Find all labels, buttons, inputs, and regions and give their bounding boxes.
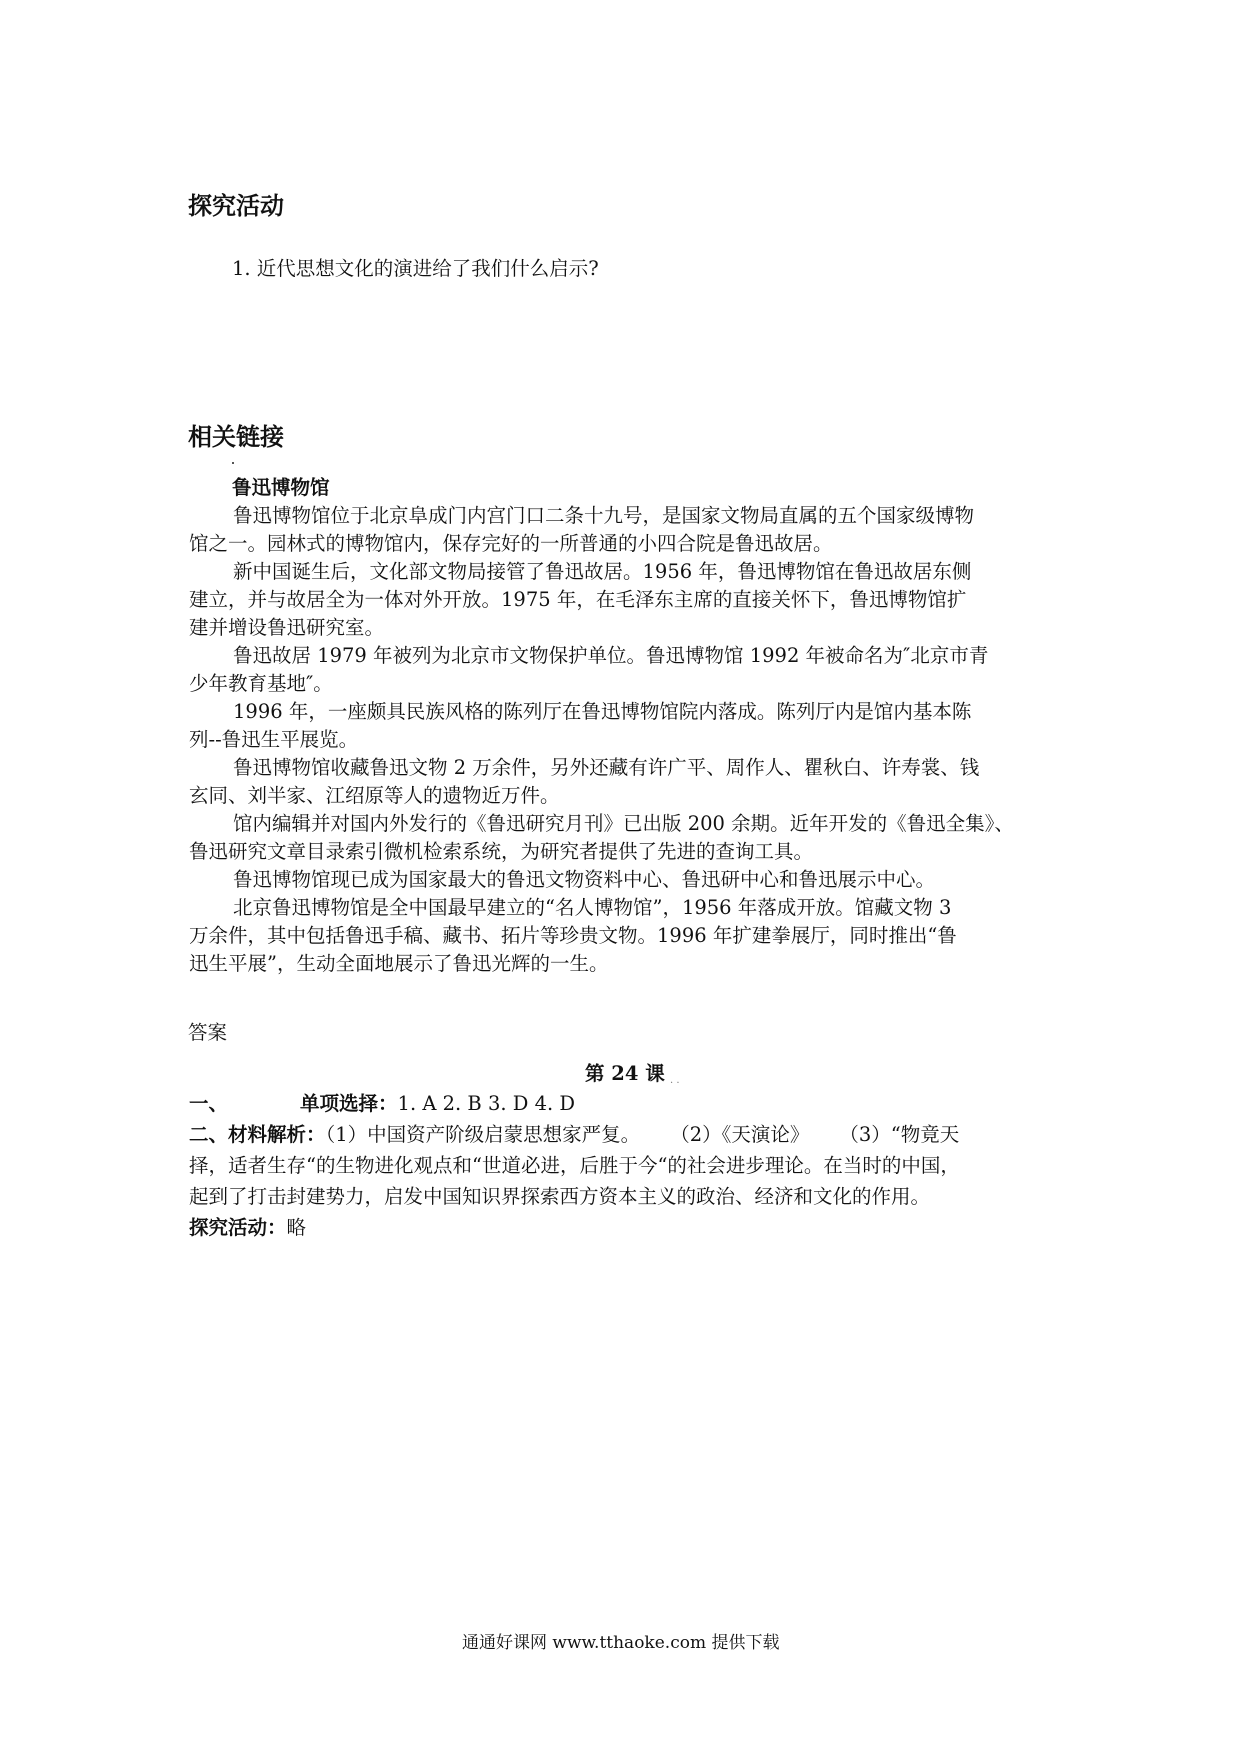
answer-block [189,1090,1069,1245]
paragraph [189,810,1069,866]
paragraph [189,558,1069,642]
paragraph-line: 鲁迅博物馆位于北京阜成门内宫门口二条十九号，是国家文物局直属的五个国家级博物 [233,504,975,527]
paragraph-line: 馆内编辑并对国内外发行的《鲁迅研究月刊》已出版 200 余期。近年开发的《鲁迅全集》、 [233,812,1014,835]
material-answer-line [189,1121,1069,1152]
paragraph-line: 北京鲁迅博物馆是全中国最早建立的“名人博物馆”，1956 年落成开放。馆藏文物 3 [233,896,952,919]
material-label: 二、材料解析： [189,1123,326,1146]
lesson-title: 第 24 课 [585,1062,665,1085]
decorative-dots: . . [670,1075,680,1086]
activity-answer-label: 探究活动： [189,1216,287,1239]
paragraph-line: 建立，并与故居全为一体对外开放。1975 年，在毛泽东主席的直接关怀下，鲁迅博物馆扩 [189,588,967,611]
paragraph-line: 万余件，其中包括鲁迅手稿、藏书、拓片等珍贵文物。1996 年扩建拳展厅，同时推出“鲁 [189,924,957,947]
activity-question: 1. 近代思想文化的演进给了我们什么启示? [232,257,599,280]
paragraph [189,754,1069,810]
museum-subtitle: 鲁迅博物馆 [232,476,330,499]
decorative-dot [232,462,234,464]
material-part3: （3）“物竟天 [839,1123,960,1146]
material-answer-line-2: 择，适者生存“的生物进化观点和“世道必进，后胜于今“的社会进步理论。在当时的中国， [189,1154,960,1177]
museum-article [189,502,1069,978]
paragraph-line: 建并增设鲁迅研究室。 [189,616,385,639]
paragraph [189,642,1069,698]
mc-values: 1. A 2. B 3. D 4. D [397,1092,576,1115]
mc-number: 一、 [189,1092,229,1115]
paragraph-line: 鲁迅博物馆收藏鲁迅文物 2 万余件，另外还藏有许广平、周作人、瞿秋白、许寿裳、钱 [233,756,980,779]
paragraph-line: 鲁迅研究文章目录索引微机检索系统，为研究者提供了先进的查询工具。 [189,840,814,863]
activity-answer-value: 略 [286,1216,307,1239]
activity-heading: 探究活动 [188,192,284,220]
paragraph [189,894,1069,978]
paragraph [189,698,1069,754]
paragraph-line: 新中国诞生后，文化部文物局接管了鲁迅故居。1956 年，鲁迅博物馆在鲁迅故居东侧 [233,560,972,583]
paragraph-line: 鲁迅博物馆现已成为国家最大的鲁迅文物资料中心、鲁迅研中心和鲁迅展示中心。 [233,868,936,891]
paragraph-line: 迅生平展”，生动全面地展示了鲁迅光辉的一生。 [189,952,609,975]
paragraph-line: 列--鲁迅生平展览。 [189,728,359,751]
mc-answer-line [189,1090,1069,1121]
paragraph-line: 1996 年，一座颇具民族风格的陈列厅在鲁迅博物馆院内落成。陈列厅内是馆内基本陈 [233,700,972,723]
paragraph-line: 馆之一。园林式的博物馆内，保存完好的一所普通的小四合院是鲁迅故居。 [189,532,833,555]
material-answer-line-3: 起到了打击封建势力，启发中国知识界探索西方资本主义的政治、经济和文化的作用。 [189,1185,931,1208]
mc-label: 单项选择： [300,1092,398,1115]
activity-answer-line [189,1214,1069,1245]
paragraph-line: 玄同、刘半家、江绍原等人的遗物近万件。 [189,784,560,807]
footer-text: 通通好课网 www.tthaoke.com 提供下载 [462,1633,780,1653]
paragraph-line: 鲁迅故居 1979 年被列为北京市文物保护单位。鲁迅博物馆 1992 年被命名为″北京市青 [233,644,989,667]
material-part2: （2）《天演论》 [670,1123,810,1146]
paragraph-line: 少年教育基地″。 [189,672,333,695]
links-heading: 相关链接 [188,423,284,451]
paragraph [189,502,1069,558]
answer-label: 答案 [188,1021,228,1044]
material-part1: （1）中国资产阶级启蒙思想家严复。 [325,1123,641,1146]
paragraph [189,866,1069,894]
